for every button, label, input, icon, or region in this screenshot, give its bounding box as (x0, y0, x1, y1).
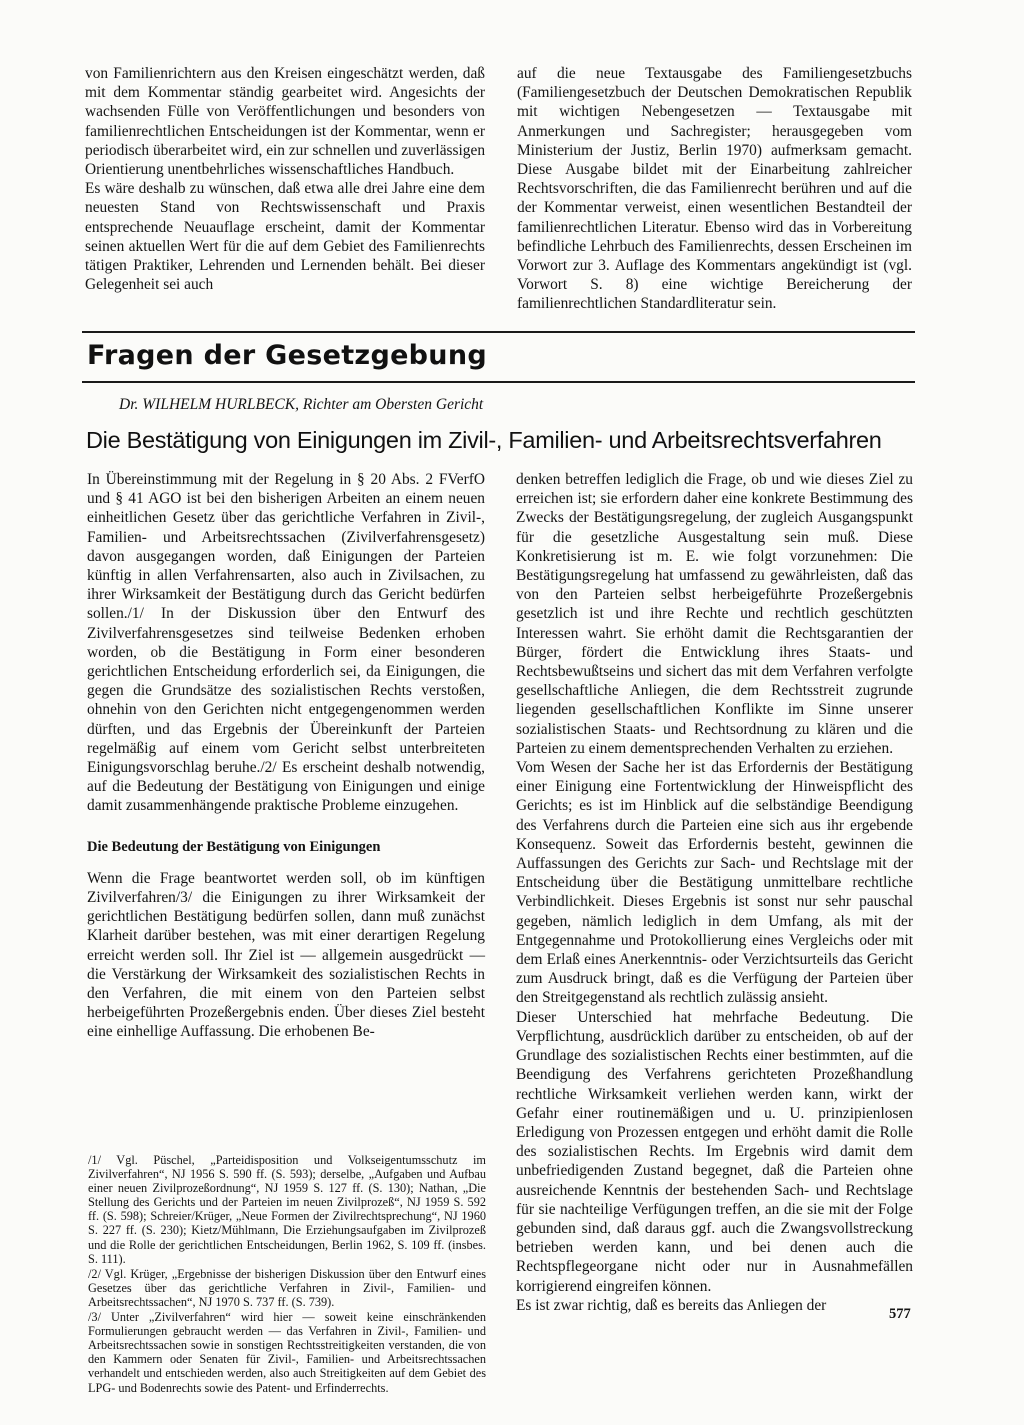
paragraph: Wenn die Frage beantwortet werden soll, ob im künftigen Zivilverfahren/3/ die Einigungen zu ihrer Wirksamkeit der gerichtlichen Bestätigung bedürfen sollen, dann muß zunächst Klarheit darüber bestehen, was mit einer derartigen Regelung erreicht werden soll. Ihr Ziel ist — allgemein ausgedrückt — die Verstärkung der Wirksamkeit des sozialistischen Rechts in den Verfahren, die mit einem von den Parteien selbst herbeigeführten Prozeßergebnis enden. Über dieses Ziel besteht eine einhellige Auffassung. Die erhobenen Be- (87, 869, 485, 1041)
footnote: /3/ Unter „Zivilverfahren“ wird hier — soweit keine einschränkenden Formulierungen gebraucht werden — das Verfahren in Zivil-, Familien- und Arbeitsrechtssachen sowie in sonstigen Rechtsstreitigkeiten verstanden, die von den Kammern oder Senaten für Zivil-, Familien- und Arbeitsrechtssachen verhandelt und entschieden werden, also auch Streitigkeiten auf dem Gebiet des LPG- und Bodenrechts sowie des Patent- und Erfinderrechts. (88, 1310, 486, 1395)
footnote: /2/ Vgl. Krüger, „Ergebnisse der bisherigen Diskussion über den Entwurf eines Gesetzes über das gerichtliche Verfahren in Zivil-, Familien- und Arbeitsrechtssachen“, NJ 1970 S. 737 ff. (S. 739). (88, 1266, 486, 1309)
paragraph: Es wäre deshalb zu wünschen, daß etwa alle drei Jahre eine dem neuesten Stand von Rechtswissenschaft und Praxis entsprechende Neuauflage erscheint, damit der Kommentar seinen aktuellen Wert für die auf dem Gebiet des Familienrechts tätigen Praktiker, Lehrenden und Lernenden behält. Bei dieser Gelegenheit sei auch (85, 180, 485, 294)
paragraph: Vom Wesen der Sache her ist das Erfordernis der Bestätigung einer Einigung eine Fortentwicklung der Hinweispflicht des Gerichts; es ist im Hinblick auf die selbständige Beendigung des Verfahrens durch die Parteien eine sich aus ihr ergebende Konsequenz. Soweit das Erfordernis besteht, gewinnen die Auffassungen des Gerichts zur Sach- und Rechtslage mit der Entscheidung über die Bestätigung unmittelbare rechtliche Verbindlichkeit. Dieses Ergebnis ist sonst nur sehr pauschal gegeben, nämlich lediglich in dem Umfang, als mit der Entgegennahme und Protokollierung eines Vergleichs oder mit dem Erlaß eines Anerkenntnis- oder Verzichtsurteils das Gericht zum Ausdruck bringt, daß es die Verfügung der Parteien über den Streitgegenstand als rechtlich zulässig ansieht. (516, 759, 913, 1007)
paragraph: Dieser Unterschied hat mehrfache Bedeutung. Die Verpflichtung, ausdrücklich darüber zu entscheiden, ob auf der Grundlage des sozialistischen Rechts einer bestimmten, auf die Beendigung des Verfahrens gerichteten Prozeßhandlung rechtliche Wirksamkeit verliehen werden kann, wirkt der Gefahr einer routinemäßigen und u. U. prinzipienlosen Erledigung von Prozessen entgegen und erhöht damit die Rolle des sozialistischen Rechts. Im Ergebnis wird damit dem unbefriedigenden Zustand begegnet, daß die Parteien ohne ausreichende Kenntnis der bestehenden Sach- und Rechtslage für sie nachteilige Verfügungen treffen, an die sie mit der Folge gebunden sind, daß daraus ggf. auch die Zwangsvollstreckung betrieben werden kann, und bei denen auch die Rechtspflegeorgane nicht oder nur in Ausnahmefällen korrigierend eingreifen können. (516, 1008, 913, 1295)
article-right-column (516, 470, 913, 1315)
paragraph: Es ist zwar richtig, daß es bereits das Anliegen der (516, 1296, 827, 1314)
top-left-column (85, 64, 485, 294)
author-line: Dr. WILHELM HURLBECK, Richter am Obersten Gericht (119, 396, 484, 413)
footnotes (88, 1153, 486, 1396)
section-divider-top (82, 331, 915, 333)
article-headline: Die Bestätigung von Einigungen im Zivil-, Familien- und Arbeitsrechtsverfahren (86, 427, 882, 453)
top-right-column (517, 64, 912, 314)
paragraph: In Übereinstimmung mit der Regelung in § 20 Abs. 2 FVerfO und § 41 AGO ist bei den bisherigen Arbeiten an einem neuen einheitlichen Gesetz über das gerichtliche Verfahren in Zivil-, Familien- und Arbeitsrechtssachen (Zivilverfahrensgesetz) davon ausgegangen worden, daß Einigungen der Parteien künftig in allen Verfahrensarten, also auch in Zivilsachen, zu ihrer Wirksamkeit der Bestätigung durch das Gericht bedürfen sollen./1/ In der Diskussion über den Entwurf des Zivilverfahrensgesetzes sind teilweise Bedenken erhoben worden, ob die Bestätigung in Form einer besonderen gerichtlichen Entscheidung erforderlich sei, da Einigungen, die gegen die Grundsätze des sozialistischen Rechts verstoßen, ohnehin von den Gerichten nicht entgegengenommen werden dürften, und das Ergebnis der Übereinkunft der Parteien regelmäßig auf einem vom Gericht selbst unterbreiteten Einigungsvorschlag beruhe./2/ Es erscheint deshalb notwendig, auf die Bedeutung der Bestätigung von Einigungen und einige damit zusammenhängende praktische Probleme einzugehen. (87, 471, 485, 815)
article-left-column (87, 470, 485, 1042)
paragraph: von Familienrichtern aus den Kreisen eingeschätzt werden, daß mit dem Kommentar ständig gearbeitet wird. Angesichts der wachsenden Fülle von Veröffentlichungen und besonders von familienrechtlichen Entscheidungen ist der Kommentar, wenn er periodisch überarbeitet wird, ein zur schnellen und zuverlässigen Orientierung unentbehrliches wissenschaftliches Handbuch. (85, 65, 486, 179)
section-title: Fragen der Gesetzgebung (87, 340, 487, 371)
page-number: 577 (889, 1306, 911, 1322)
subheading: Die Bedeutung der Bestätigung von Einigungen (87, 838, 381, 855)
paragraph: denken betreffen lediglich die Frage, ob und wie dieses Ziel zu erreichen ist; sie erfordern daher eine konkrete Bestimmung des Zwecks der Bestätigungsregelung, der zugleich Ausgangspunkt für die gesetzliche Ausgestaltung sein muß. Diese Konkretisierung ist m. E. wie folgt vorzunehmen: Die Bestätigungsregelung hat umfassend zu gewährleisten, daß das von den Parteien selbst herbeigeführte Prozeßergebnis gesetzlich ist und ihre Rechte und rechtlich geschützten Interessen wahrt. Sie erhöht damit die Rechtsgarantien der Bürger, fördert die Entwicklung ihres Staats- und Rechtsbewußtseins und sichert das mit dem Verfahren verfolgte gesellschaftliche Anliegen, die dem Rechtsstreit zugrunde liegenden gesellschaftlichen Konflikte im Sinne unserer sozialistischen Staats- und Rechtsordnung zu klären und die Parteien zu einem dementsprechenden Verhalten zu erziehen. (516, 471, 913, 757)
paragraph: auf die neue Textausgabe des Familiengesetzbuchs (Familiengesetzbuch der Deutschen Demokratischen Republik mit wichtigen Nebengesetzen — Textausgabe mit Anmerkungen und Sachregister; herausgegeben vom Ministerium der Justiz, Berlin 1970) aufmerksam gemacht. Diese Ausgabe bildet mit der Einarbeitung zahlreicher Rechtsvorschriften, die das Familienrecht berühren und auf die der Kommentar verweist, einen wesentlichen Bestandteil der familienrechtlichen Literatur. Ebenso wird das in Vorbereitung befindliche Lehrbuch des Familienrechts, dessen Erscheinen im Vorwort zur 3. Auflage des Kommentars angekündigt ist (vgl. Vorwort S. 8) eine wichtige Bereicherung der familienrechtlichen Standardliteratur sein. (517, 65, 912, 313)
footnote: /1/ Vgl. Püschel, „Parteidisposition und Volkseigentumsschutz im Zivilverfahren“, NJ 1956 S. 590 ff. (S. 593); derselbe, „Aufgaben und Aufbau einer neuen Zivilprozeßordnung“, NJ 1959 S. 127 ff. (S. 130); Nathan, „Die Stellung des Gerichts und der Parteien im neuen Zivilprozeß“, NJ 1959 S. 592 ff. (S. 598); Schreier/Krüger, „Neue Formen der Zivilrechtsprechung“, NJ 1960 S. 227 ff. (S. 230); Kietz/Mühlmann, Die Erziehungsaufgaben im Zivilprozeß und die Rolle der gerichtlichen Entscheidungen, Berlin 1962, S. 109 ff. (insbes. S. 111). (88, 1153, 486, 1266)
section-divider-bottom (82, 381, 915, 383)
